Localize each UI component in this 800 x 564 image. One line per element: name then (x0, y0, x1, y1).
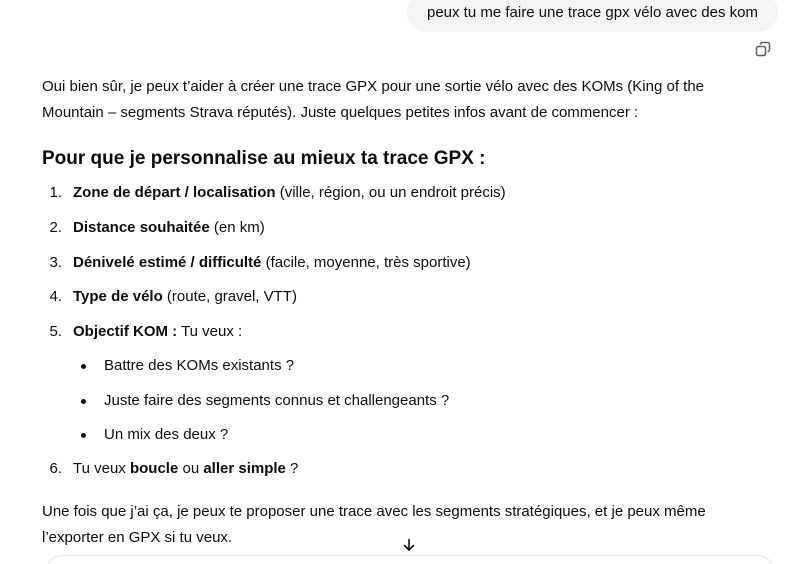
list-item-bold: aller simple (203, 460, 286, 477)
sub-list-item-text: Battre des KOMs existants ? (104, 357, 295, 374)
list-item-text: Tu veux (73, 460, 130, 477)
list-number: 3. (49, 254, 62, 271)
list-item-rest: (route, gravel, VTT) (162, 288, 297, 305)
list-number: 2. (49, 219, 62, 236)
user-message-text: peux tu me faire une trace gpx vélo avec des kom (426, 3, 758, 21)
list-item-bold: Dénivelé estimé / difficulté (73, 254, 262, 271)
list-item-text: ? (285, 460, 299, 477)
list-item-rest: (ville, région, ou un endroit précis) (275, 184, 506, 201)
scroll-down-button[interactable] (397, 533, 421, 557)
list-item-bold: Objectif KOM : (73, 323, 178, 340)
sub-list-item-text: Un mix des deux ? (104, 426, 229, 443)
list-item-bold: Zone de départ / localisation (73, 184, 276, 201)
list-number: 1. (49, 184, 62, 201)
list-item-text: ou (178, 460, 204, 477)
sub-list-item-text: Juste faire des segments connus et challengeants ? (104, 392, 450, 409)
bullet-dot (81, 364, 86, 369)
list-number: 5. (49, 323, 62, 340)
section-heading: Pour que je personnalise au mieux ta trace GPX : (42, 148, 486, 169)
list-item-bold: Type de vélo (73, 288, 163, 305)
list-item-rest: (facile, moyenne, très sportive) (261, 254, 471, 271)
copy-icon[interactable] (754, 41, 772, 59)
composer-input-edge[interactable] (46, 555, 774, 564)
list-number: 4. (49, 288, 62, 305)
arrow-down-icon (402, 538, 416, 552)
bullet-dot (81, 399, 86, 404)
list-number: 6. (49, 460, 62, 477)
user-message-bubble (407, 0, 778, 32)
bullet-dot (81, 433, 86, 438)
assistant-closing: Une fois que j’ai ça, je peux te proposer une trace avec les segments stratégiques, et je peux même l’exporter en GPX si tu veux. (42, 503, 706, 546)
list-item-bold: Distance souhaitée (73, 219, 210, 236)
list-item-rest: Tu veux : (177, 323, 243, 340)
assistant-message (42, 74, 762, 546)
list-item-bold: boucle (129, 460, 179, 477)
list-item-rest: (en km) (209, 219, 265, 236)
assistant-intro: Oui bien sûr, je peux t’aider à créer une trace GPX pour une sortie vélo avec des KOMs (King of the Mountain – segments Strava réputés). Juste quelques petites infos avant de commencer : (42, 78, 705, 121)
